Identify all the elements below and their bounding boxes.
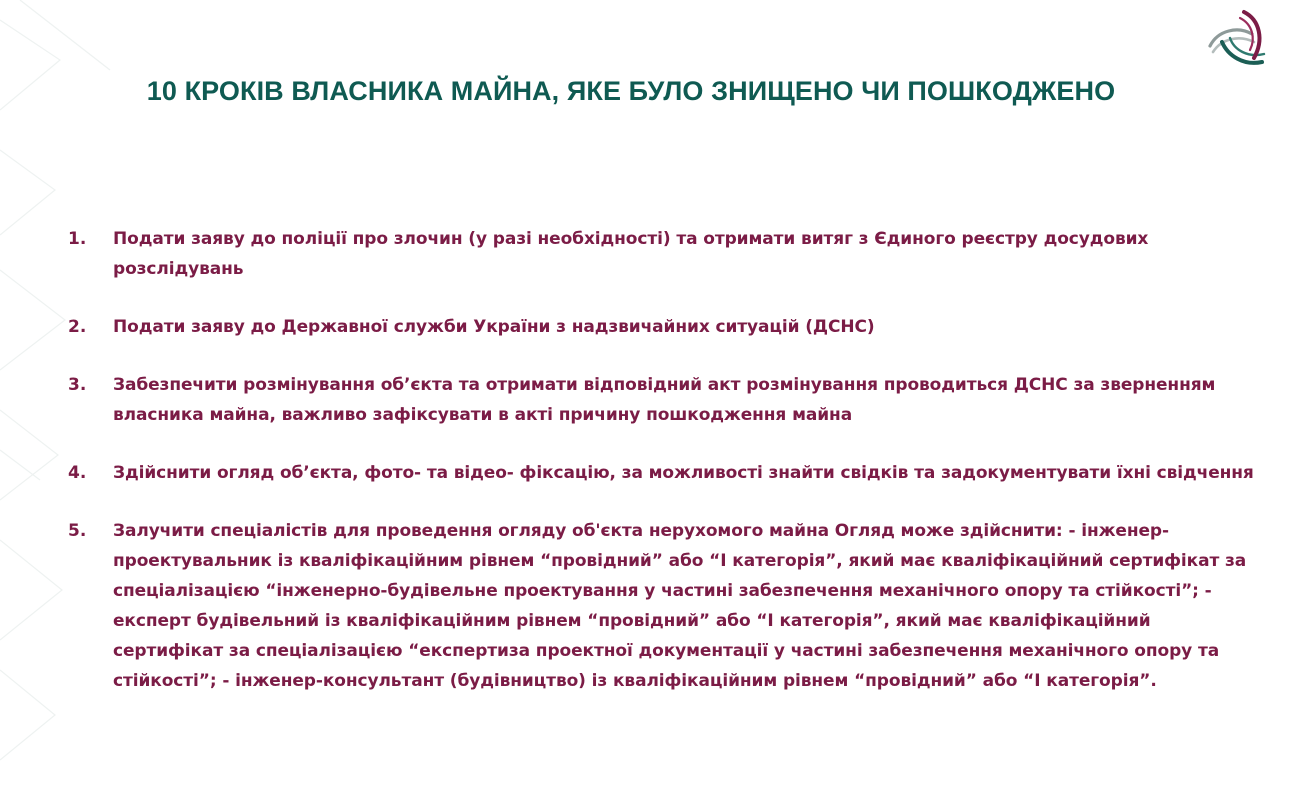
step-number: 4. xyxy=(68,463,87,483)
list-item xyxy=(68,224,1258,284)
step-text: Подати заяву до поліції про злочин (у разі необхідності) та отримати витяг з Єдиного реєстру досудових розслідувань xyxy=(113,229,1149,279)
step-number: 1. xyxy=(68,229,87,249)
step-number: 5. xyxy=(68,521,87,541)
step-number: 3. xyxy=(68,375,87,395)
step-text: Подати заяву до Державної служби України з надзвичайних ситуацій (ДСНС) xyxy=(113,317,875,337)
list-item xyxy=(68,458,1258,488)
organization-logo-icon xyxy=(1204,8,1270,70)
step-number: 2. xyxy=(68,317,87,337)
list-item xyxy=(68,312,1258,342)
list-item xyxy=(68,516,1258,696)
step-text: Забезпечити розмінування об’єкта та отримати відповідний акт розмінування проводиться ДСНС за зверненням власника майна, важливо зафіксувати в акті причину пошкодження майна xyxy=(113,375,1216,425)
list-item xyxy=(68,370,1258,430)
step-text: Залучити спеціалістів для проведення огляду об'єкта нерухомого майна Огляд може здійснити: - інженер-проектувальник із кваліфікаційним рівнем “провідний” або “І категорія”, який має кваліфікаційний сертифікат за спеціалізацією “інженерно-будівельне проектування у частині забезпечення механічного опору та стійкості”; - експерт будівельний із кваліфікаційним рівнем “провідний” або “І категорія”, який має кваліфікаційний сертифікат за спеціалізацією “експертиза проектної документації у частині забезпечення механічного опору та стійкості”; - інженер-консультант (будівництво) із кваліфікаційним рівнем “провідний” або “І категорія”. xyxy=(113,521,1247,691)
steps-list xyxy=(68,224,1258,696)
step-text: Здійснити огляд об’єкта, фото- та відео- фіксацію, за можливості знайти свідків та задокументувати їхні свідчення xyxy=(113,463,1254,483)
slide-title: 10 КРОКІВ ВЛАСНИКА МАЙНА, ЯКЕ БУЛО ЗНИЩЕНО ЧИ ПОШКОДЖЕНО xyxy=(146,76,1116,106)
